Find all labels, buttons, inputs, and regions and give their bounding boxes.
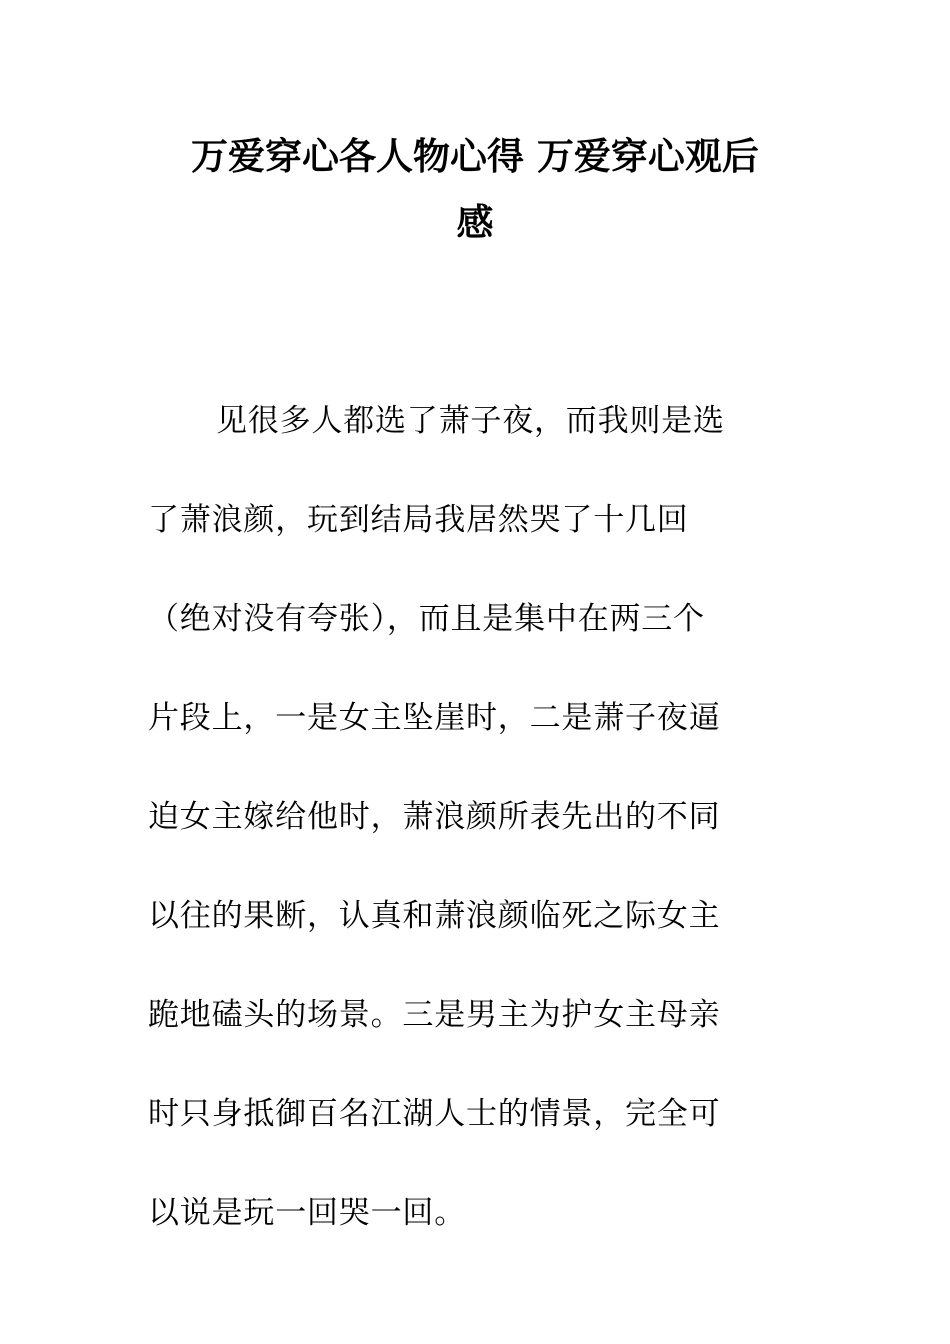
body-paragraph bbox=[148, 372, 788, 1263]
paragraph-line: 以说是玩一回哭一回。 bbox=[148, 1195, 466, 1231]
title-line-1: 万爱穿心各人物心得 万爱穿心观后 bbox=[191, 135, 759, 178]
page-title bbox=[140, 124, 810, 256]
paragraph-line: 见很多人都选了萧子夜，而我则是选 bbox=[216, 403, 725, 439]
title-line-2: 感 bbox=[456, 201, 494, 244]
paragraph-line: 片段上，一是女主坠崖时，二是萧子夜逼 bbox=[148, 700, 721, 736]
paragraph-line: 了萧浪颜，玩到结局我居然哭了十几回 bbox=[148, 502, 689, 538]
paragraph-line: 跪地磕头的场景。三是男主为护女主母亲 bbox=[148, 997, 721, 1033]
paragraph-line: 迫女主嫁给他时，萧浪颜所表先出的不同 bbox=[148, 799, 721, 835]
paragraph-line: 时只身抵御百名江湖人士的情景，完全可 bbox=[148, 1096, 721, 1132]
paragraph-line: 以往的果断，认真和萧浪颜临死之际女主 bbox=[148, 898, 721, 934]
paragraph-line: （绝对没有夸张），而且是集中在两三个 bbox=[148, 601, 705, 637]
